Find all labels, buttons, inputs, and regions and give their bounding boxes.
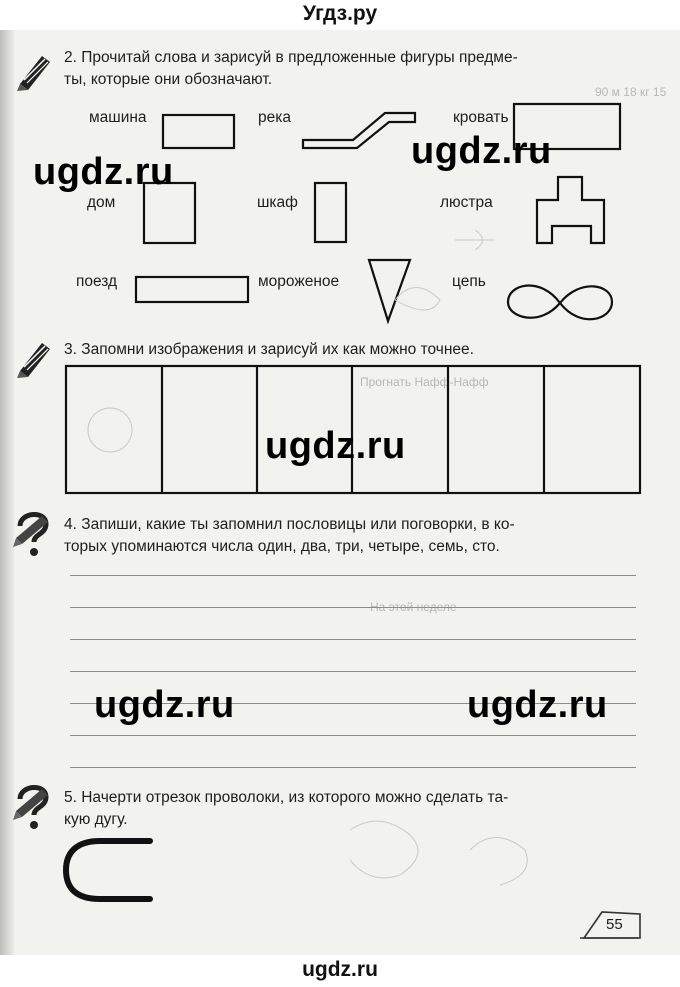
- watermark: ugdz.ru: [94, 684, 235, 726]
- task5-instruction-line1: 5. Начерти отрезок проволоки, из которого можно сделать та-: [64, 789, 509, 806]
- word-chain: цепь: [452, 273, 486, 290]
- task4-instruction-line1: 4. Запиши, какие ты запомнил пословицы или поговорки, в ко-: [64, 516, 515, 533]
- site-title: Угдз.ру: [302, 2, 378, 25]
- bleed-through-text: Прогнать Нафф-Нафф: [360, 375, 489, 389]
- word-bed: кровать: [453, 109, 509, 126]
- word-wardrobe: шкаф: [257, 194, 298, 211]
- watermark: ugdz.ru: [265, 425, 406, 467]
- task5-instruction-line2: кую дугу.: [64, 811, 128, 828]
- watermark: ugdz.ru: [411, 130, 552, 172]
- bleed-through-text: 90 м 18 кг 15: [595, 85, 667, 99]
- word-house: дом: [87, 194, 116, 211]
- watermark: ugdz.ru: [467, 684, 608, 726]
- word-car: машина: [89, 109, 147, 126]
- task3-instruction: 3. Запомни изображения и зарисуй их как можно точнее.: [64, 341, 474, 358]
- page-number: 55: [606, 916, 623, 933]
- task4-instruction-line2: торых упоминаются числа один, два, три, четыре, семь, сто.: [64, 538, 500, 555]
- word-chandelier: люстра: [440, 194, 493, 211]
- site-footer: ugdz.ru: [302, 958, 378, 981]
- word-river: река: [258, 109, 291, 126]
- watermark: ugdz.ru: [33, 151, 174, 193]
- task2-instruction-line2: ты, которые они обозначают.: [64, 71, 273, 88]
- task2-instruction-line1: 2. Прочитай слова и зарисуй в предложенные фигуры предме-: [64, 49, 518, 66]
- word-train: поезд: [76, 273, 118, 290]
- word-ice-cream: мороженое: [258, 273, 340, 290]
- bleed-through-text: На этой неделе: [370, 600, 457, 614]
